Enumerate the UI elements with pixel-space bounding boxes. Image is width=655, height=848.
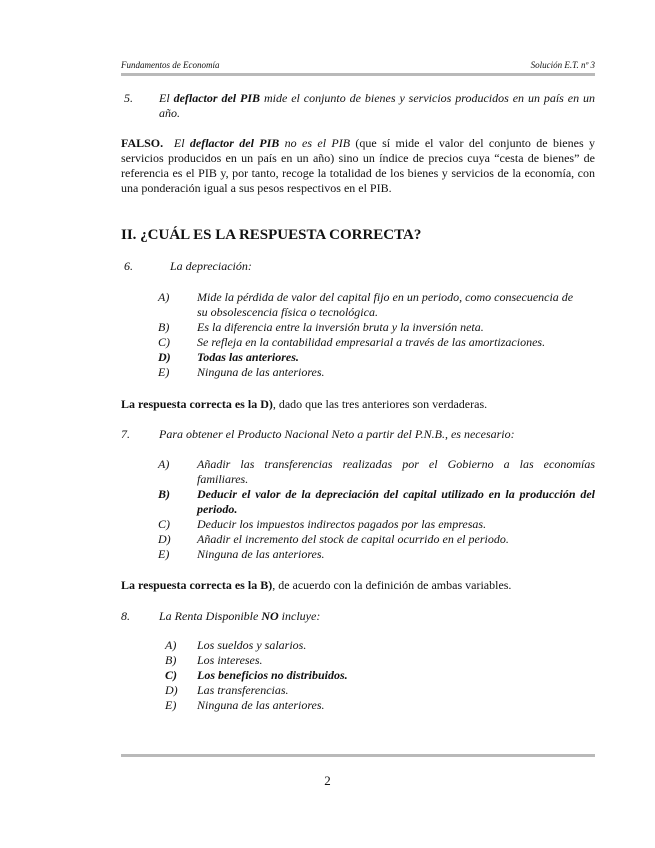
footer-rule (121, 754, 595, 757)
page-number: 2 (324, 773, 331, 788)
question-7-text: Para obtener el Producto Nacional Neto a partir del P.N.B., es necesario: (159, 427, 515, 441)
section-heading: II. ¿CUÁL ES LA RESPUESTA CORRECTA? (121, 227, 422, 243)
header-right: Solución E.T. nº 3 (530, 60, 595, 70)
question-5-number: 5. (124, 91, 133, 105)
page-header (121, 60, 595, 70)
question-7-number: 7. (121, 427, 130, 441)
answer-6: La respuesta correcta es la D), dado que las tres anteriores son verdaderas. (121, 397, 488, 411)
question-8-text: La Renta Disponible NO incluye: (159, 609, 321, 623)
answer-5: FALSO. El deflactor del PIB no es el PIB (que sí mide el valor del conjunto de bienes y servicios producidos en un país en un año) sino un índice de precios cuya “cesta de bienes” de referencia es el PIB y, por tanto, recoge la totalidad de los bienes y servicios de la economía, con una ponderación igual a sus pesos respectivos en el PIB. (121, 136, 595, 195)
question-6-number: 6. (124, 259, 133, 273)
header-left: Fundamentos de Economía (121, 60, 220, 70)
question-8-number: 8. (121, 609, 130, 623)
question-6-text: La depreciación: (170, 259, 252, 273)
answer-5-verdict: FALSO. (121, 136, 164, 150)
header-rule (121, 73, 595, 76)
question-5-text: El deflactor del PIB mide el conjunto de bienes y servicios producidos en un país en un año. (159, 91, 595, 120)
answer-7: La respuesta correcta es la B), de acuerdo con la definición de ambas variables. (121, 578, 512, 592)
